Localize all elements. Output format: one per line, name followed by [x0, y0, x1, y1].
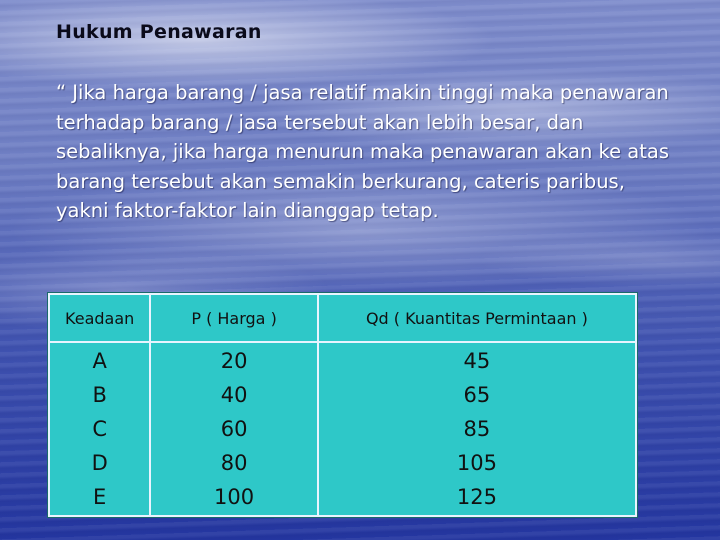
kuantitas-cell: 125 [456, 485, 497, 509]
header-kuantitas: Qd ( Kuantitas Permintaan ) [318, 294, 636, 342]
kuantitas-cell: 65 [463, 383, 491, 407]
table-body-row [49, 342, 636, 516]
header-harga: P ( Harga ) [150, 294, 317, 342]
kuantitas-cell: 105 [456, 451, 497, 475]
keadaan-cell: E [93, 485, 107, 509]
header-keadaan: Keadaan [49, 294, 150, 342]
kuantitas-cell: 85 [463, 417, 491, 441]
supply-table-grid [48, 293, 637, 517]
harga-cell: 80 [220, 451, 248, 475]
table-header-row [49, 294, 636, 342]
harga-cell: 100 [214, 485, 255, 509]
definition-paragraph: “ Jika harga barang / jasa relatif makin tinggi maka penawaran terhadap barang / jasa tersebut akan lebih besar, dan sebaliknya, jika harga menurun maka penawaran akan ke atas barang tersebut akan semakin berkurang, cateris paribus, yakni faktor-faktor lain dianggap tetap. [56, 81, 669, 222]
keadaan-cell: D [91, 451, 108, 475]
harga-cell: 20 [220, 349, 248, 373]
slide-title: Hukum Penawaran [56, 21, 262, 43]
supply-table [48, 293, 637, 517]
keadaan-cell: A [92, 349, 107, 373]
kuantitas-cell: 45 [463, 349, 491, 373]
kuantitas-column [318, 342, 636, 516]
harga-column [150, 342, 317, 516]
harga-cell: 40 [220, 383, 248, 407]
keadaan-column [49, 342, 150, 516]
keadaan-cell: B [92, 383, 107, 407]
harga-cell: 60 [220, 417, 248, 441]
keadaan-cell: C [92, 417, 107, 441]
